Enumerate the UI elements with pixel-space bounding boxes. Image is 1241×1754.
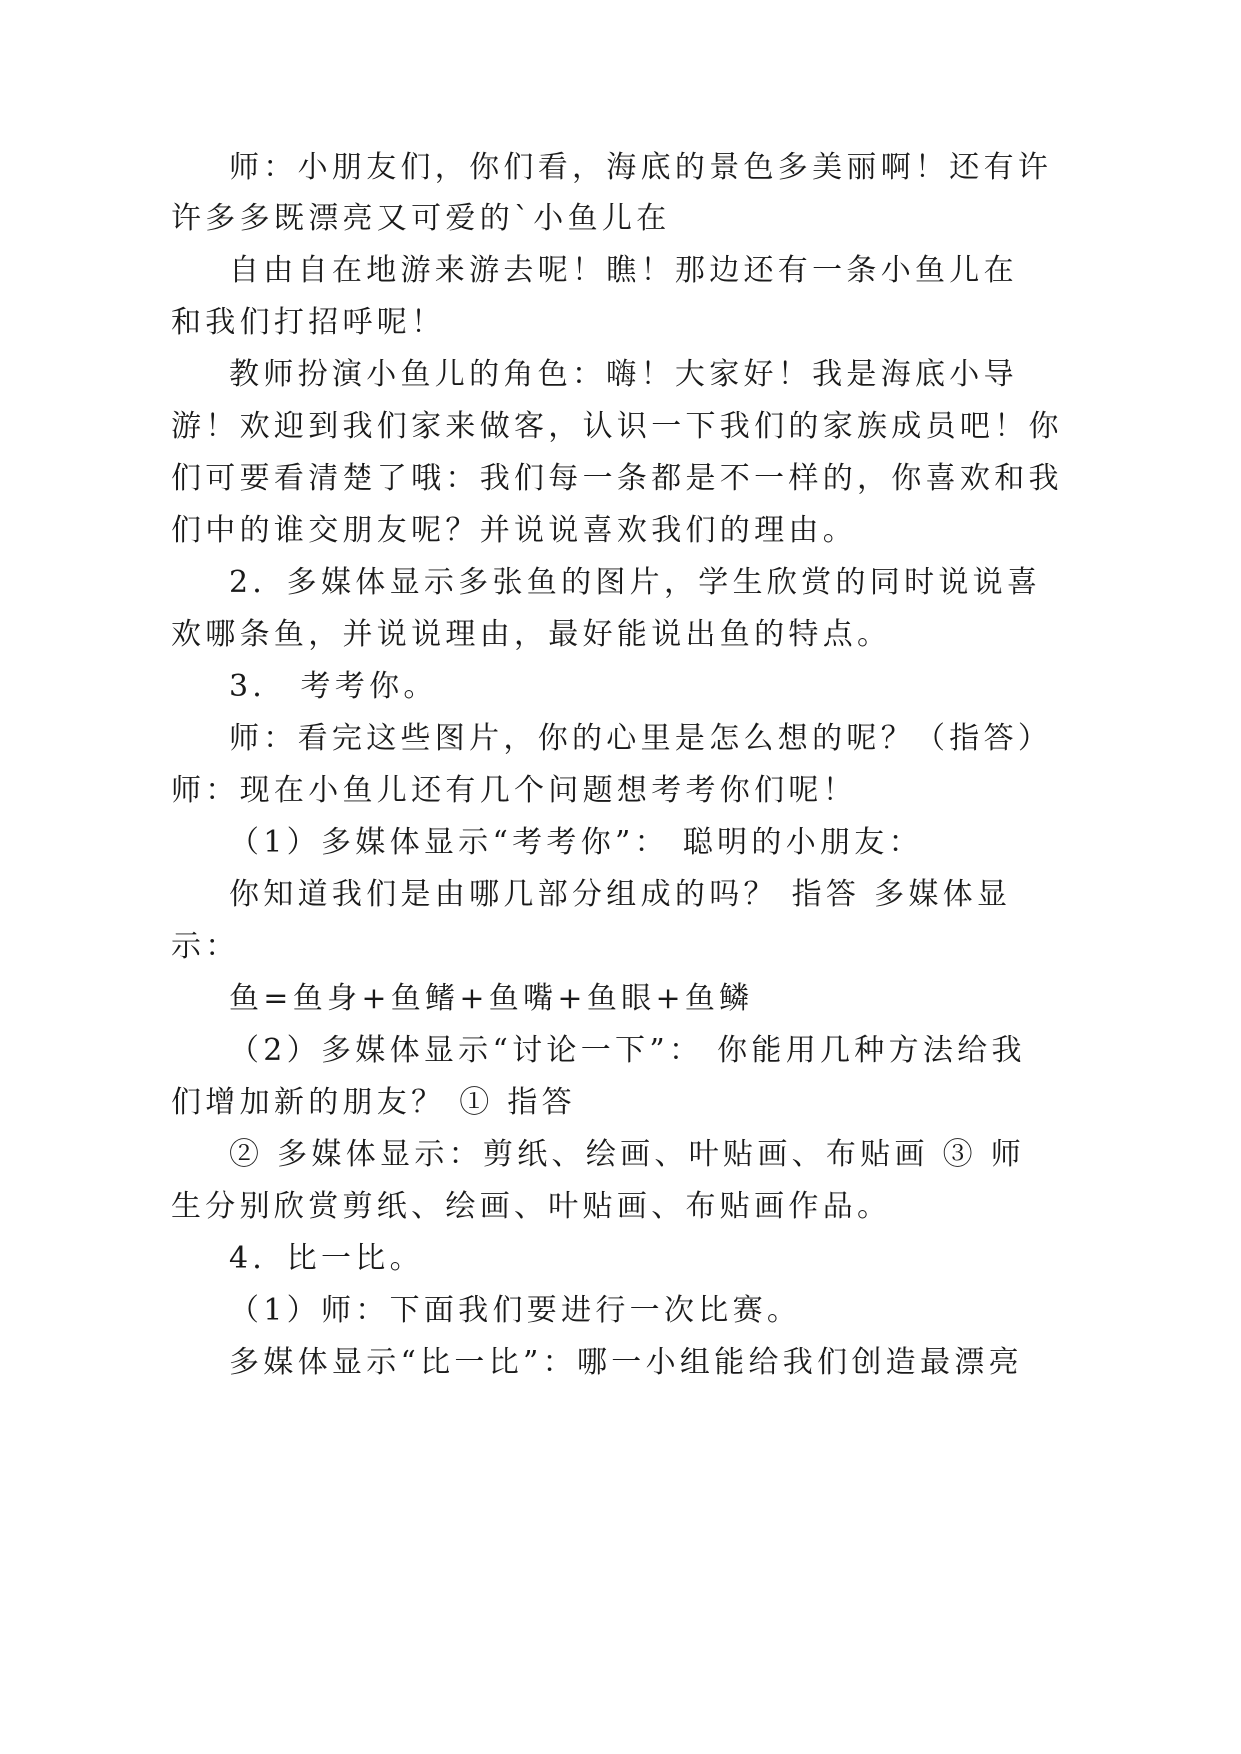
- text-line: 自由自在地游来游去呢！瞧！那边还有一条小鱼儿在: [229, 253, 1018, 288]
- text-line: 生分别欣赏剪纸、绘画、叶贴画、布贴画作品。: [171, 1189, 892, 1224]
- text-line: （1）师：下面我们要进行一次比赛。: [229, 1293, 802, 1328]
- text-line: 们可要看清楚了哦：我们每一条都是不一样的，你喜欢和我: [171, 461, 1063, 496]
- text-line: 师：看完这些图片，你的心里是怎么想的呢？（指答）: [229, 721, 1053, 756]
- text-line: ② 多媒体显示：剪纸、绘画、叶贴画、布贴画 ③ 师: [229, 1137, 1026, 1172]
- text-line: 欢哪条鱼，并说说理由，最好能说出鱼的特点。: [171, 617, 892, 652]
- text-line: 们中的谁交朋友呢？并说说喜欢我们的理由。: [171, 513, 857, 548]
- text-line: 你知道我们是由哪几部分组成的吗？ 指答 多媒体显: [229, 877, 1012, 912]
- text-line: （1）多媒体显示“考考你”： 聪明的小朋友：: [229, 825, 923, 860]
- text-line: 们增加新的朋友？ ① 指答: [171, 1085, 576, 1120]
- text-line: 游！欢迎到我们家来做客，认识一下我们的家族成员吧！你: [171, 409, 1063, 444]
- text-line: （2）多媒体显示“讨论一下”： 你能用几种方法给我: [229, 1033, 1026, 1068]
- text-line: 3． 考考你。: [229, 669, 438, 704]
- text-line: 师：小朋友们，你们看，海底的景色多美丽啊！还有许: [229, 150, 1053, 185]
- text-line: 和我们打招呼呢！: [171, 305, 446, 340]
- text-line: 许多多既漂亮又可爱的`小鱼儿在: [171, 201, 671, 236]
- text-line: 多媒体显示“比一比”：哪一小组能给我们创造最漂亮: [229, 1345, 1023, 1380]
- text-line: 师：现在小鱼儿还有几个问题想考考你们呢！: [171, 773, 857, 808]
- text-line: 4．比一比。: [229, 1241, 424, 1276]
- text-line: 示：: [171, 929, 240, 964]
- text-line: 鱼=鱼身+鱼鳍+鱼嘴+鱼眼+鱼鳞: [229, 981, 754, 1016]
- text-line: 2．多媒体显示多张鱼的图片，学生欣赏的同时说说喜: [229, 565, 1042, 600]
- text-line: 教师扮演小鱼儿的角色：嗨！大家好！我是海底小导: [229, 357, 1018, 392]
